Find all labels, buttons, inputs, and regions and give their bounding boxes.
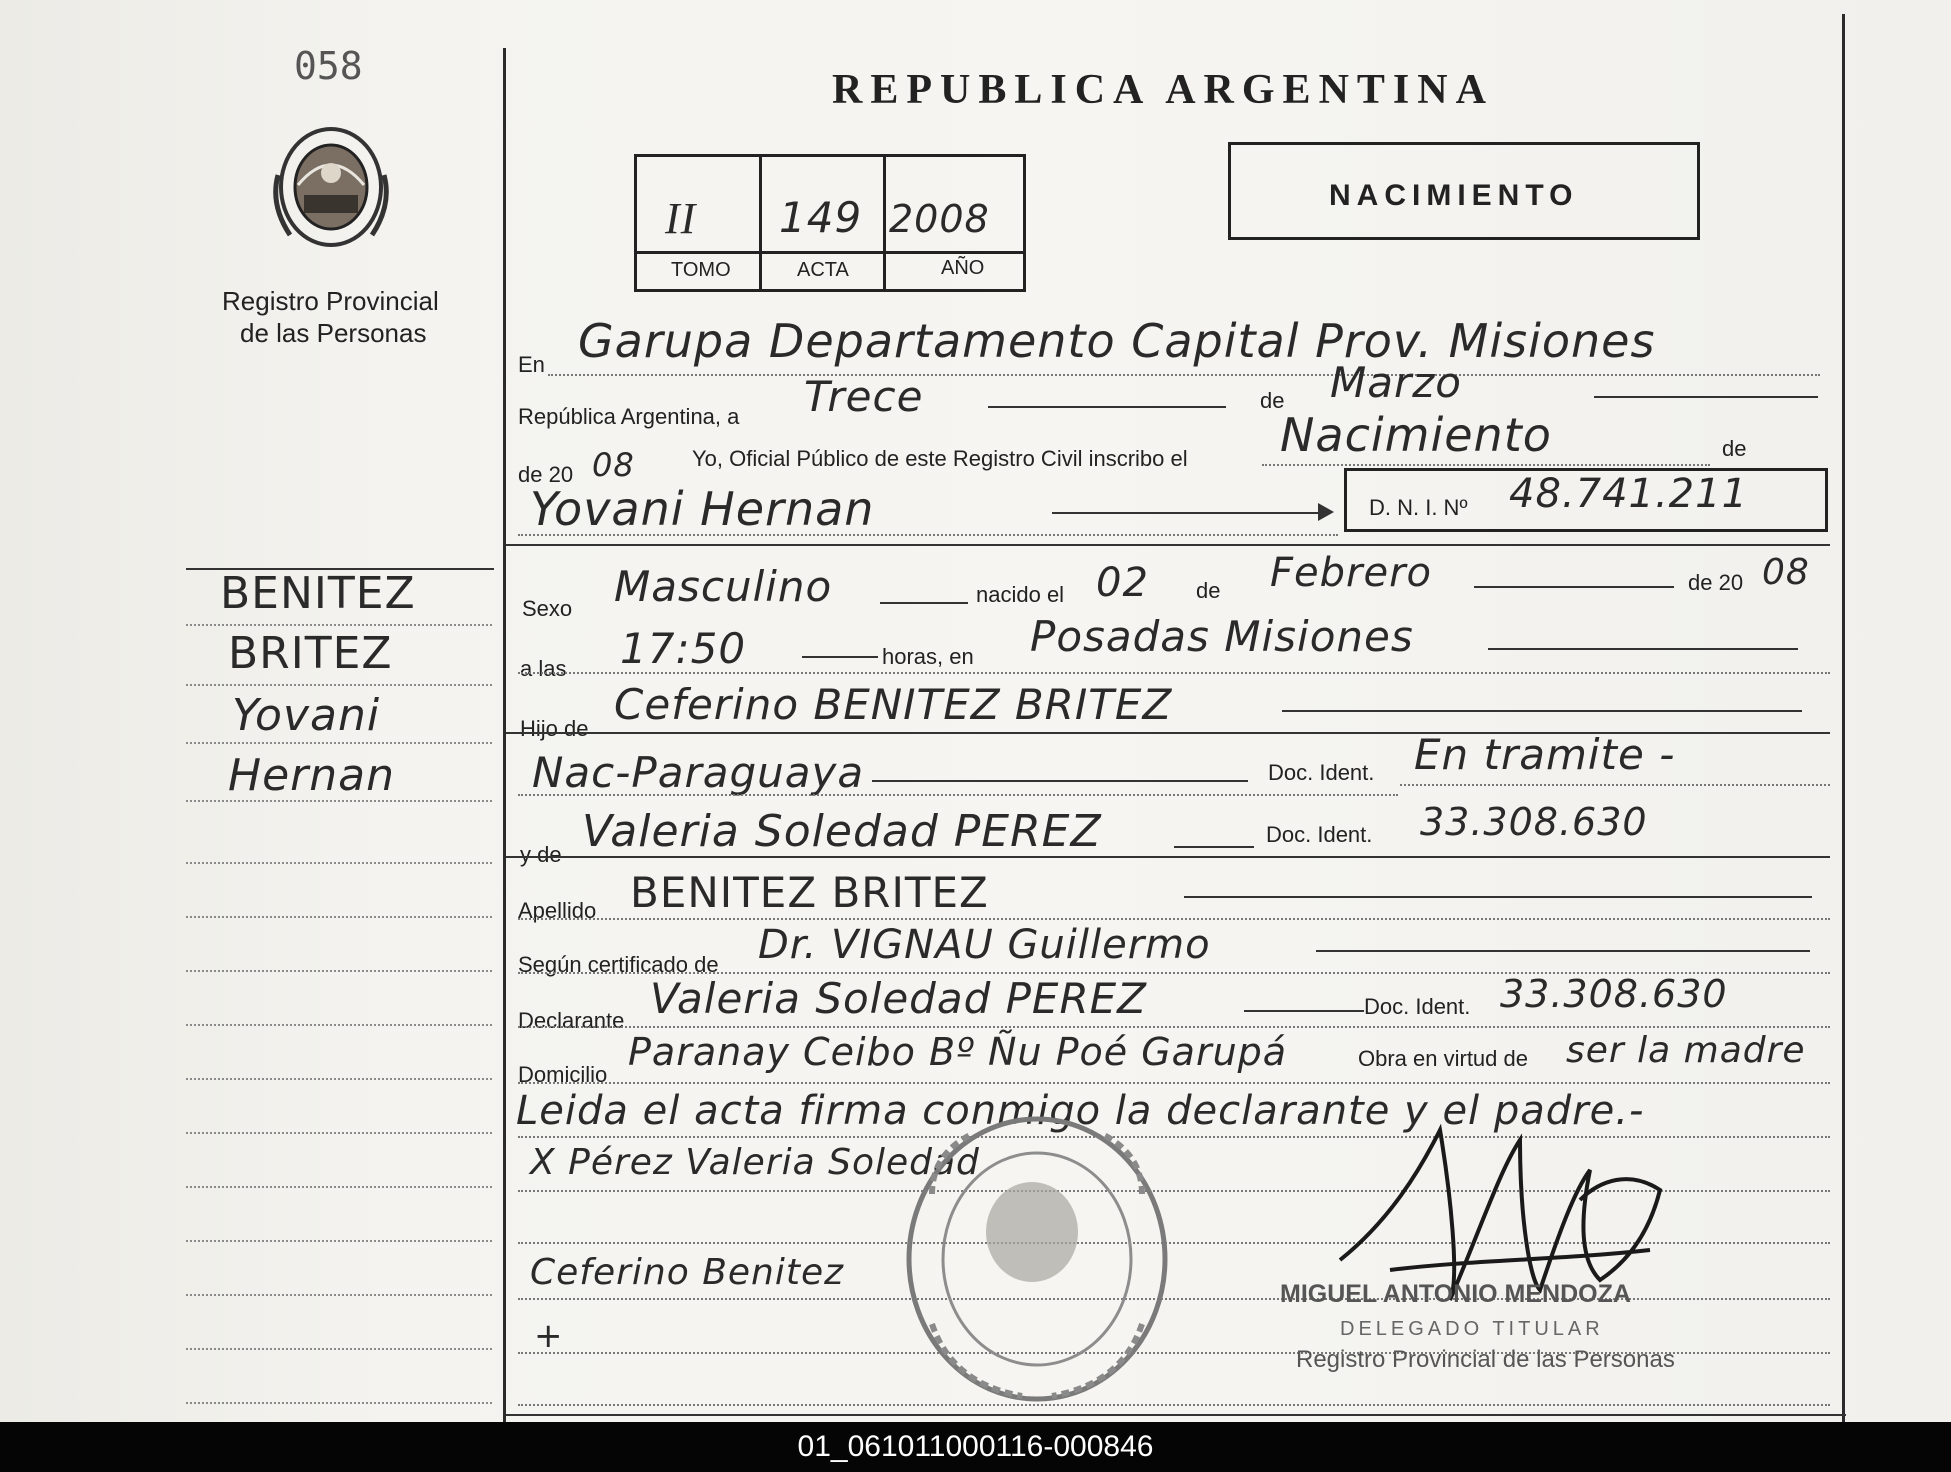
page-number: 058 xyxy=(294,44,363,88)
dni-box xyxy=(1344,468,1828,532)
issuer-name-line1: Registro Provincial xyxy=(222,286,439,316)
father-line xyxy=(1282,710,1802,712)
domicilio-value: Paranay Ceibo Bº Ñu Poé Garupá xyxy=(628,1030,1288,1074)
place-value: Posadas Misiones xyxy=(1030,612,1414,661)
mother-doc-value: 33.308.630 xyxy=(1420,800,1648,844)
margin-name-2: BRITEZ xyxy=(228,628,393,679)
father-signature: Ceferino Benitez xyxy=(530,1252,845,1293)
day-line xyxy=(988,406,1226,408)
margin-rule xyxy=(186,1402,492,1404)
record-type-box xyxy=(1228,142,1700,240)
father-nat-line xyxy=(872,780,1248,782)
record-number-box xyxy=(634,154,1026,292)
apellido-label: Apellido xyxy=(518,898,597,923)
doc-ident-label-3: Doc. Ident. xyxy=(1364,994,1471,1019)
margin-name-4: Hernan xyxy=(228,750,395,801)
birth-month-line xyxy=(1474,586,1674,588)
en-line xyxy=(548,374,1820,376)
mother-signature: X Pérez Valeria Soledad xyxy=(530,1142,980,1183)
father-nat-value: Nac-Paraguaya xyxy=(532,748,865,797)
margin-rule xyxy=(186,970,492,972)
margin-rule xyxy=(186,1078,492,1080)
certificado-value: Dr. VIGNAU Guillermo xyxy=(758,922,1211,968)
en-label: En xyxy=(518,352,545,377)
obra-label: Obra en virtud de xyxy=(1358,1046,1528,1071)
apellido-dots xyxy=(518,918,1830,920)
sexo-label: Sexo xyxy=(522,596,573,621)
sexo-value: Masculino xyxy=(614,562,833,611)
birth-year-value: 08 xyxy=(1762,552,1810,593)
official-stamp-icon xyxy=(892,1104,1182,1414)
declarante-value: Valeria Soledad PEREZ xyxy=(650,974,1147,1023)
apellido-value: BENITEZ BRITEZ xyxy=(630,868,989,917)
certificado-label: Según certificado de xyxy=(518,952,719,977)
birth-year-label: de 20 xyxy=(1688,570,1744,595)
anio-value: 2008 xyxy=(889,197,990,241)
image-id-footer: 01_061011000116-000846 xyxy=(0,1422,1951,1472)
province-seal-icon xyxy=(268,115,394,255)
anio-label: AÑO xyxy=(941,257,985,279)
birth-month-value: Febrero xyxy=(1270,550,1432,596)
oficial-text: Yo, Oficial Público de este Registro Civil inscribo el xyxy=(692,446,1188,471)
country-title: REPUBLICA ARGENTINA xyxy=(832,67,1494,113)
nat-dots xyxy=(518,794,1398,796)
official-name: MIGUEL ANTONIO MENDOZA xyxy=(1280,1280,1631,1308)
father-doc-value: En tramite - xyxy=(1414,730,1676,779)
left-column-divider xyxy=(503,48,506,1422)
a-las-label: a las xyxy=(520,656,567,681)
year-value: 08 xyxy=(592,446,635,484)
nacido-label: nacido el xyxy=(976,582,1065,607)
arrow-icon xyxy=(1318,503,1334,521)
dni-label: D. N. I. Nº xyxy=(1369,495,1468,520)
note-line: Leida el acta firma conmigo la declarante y el padre.- xyxy=(516,1088,1645,1134)
margin-rule xyxy=(186,1240,492,1242)
doc-ident-label-2: Doc. Ident. xyxy=(1266,822,1373,847)
margin-name-3: Yovani xyxy=(232,690,381,741)
a-las-line xyxy=(518,672,1830,674)
domicilio-dots xyxy=(518,1082,1830,1084)
section-rule xyxy=(506,544,1830,546)
margin-rule xyxy=(186,1132,492,1134)
de-label-3: de xyxy=(1196,578,1221,603)
right-page-edge xyxy=(1842,14,1845,1422)
issuer-name-line2: de las Personas xyxy=(240,318,427,348)
time-value: 17:50 xyxy=(620,624,747,673)
time-line xyxy=(802,656,878,658)
margin-rule xyxy=(186,624,492,626)
margin-rule xyxy=(186,862,492,864)
de-label-2: de xyxy=(1722,436,1747,461)
father-value: Ceferino BENITEZ BRITEZ xyxy=(614,680,1173,729)
declarante-doc-value: 33.308.630 xyxy=(1500,972,1728,1016)
child-name-line xyxy=(518,534,1338,536)
mother-value: Valeria Soledad PEREZ xyxy=(582,806,1102,857)
doc-ident-label-1: Doc. Ident. xyxy=(1268,760,1375,785)
mother-rule xyxy=(506,856,1830,858)
tomo-value: II xyxy=(665,194,697,243)
republica-label: República Argentina, a xyxy=(518,404,740,429)
inscribe-line xyxy=(1262,464,1710,466)
domicilio-label: Domicilio xyxy=(518,1062,608,1087)
margin-rule xyxy=(186,742,492,744)
margin-rule xyxy=(186,1024,492,1026)
y-de-label: y de xyxy=(520,842,562,867)
margin-rule xyxy=(186,1186,492,1188)
official-office: Registro Provincial de las Personas xyxy=(1296,1346,1675,1373)
tomo-label: TOMO xyxy=(671,259,731,281)
margin-rule xyxy=(186,1294,492,1296)
birth-day-value: 02 xyxy=(1096,560,1149,606)
child-name-arrow-line xyxy=(1052,512,1322,514)
month-line xyxy=(1594,396,1818,398)
obra-value: ser la madre xyxy=(1566,1030,1806,1071)
declarante-dots xyxy=(518,1026,1830,1028)
inscribe-value: Nacimiento xyxy=(1280,408,1552,462)
en-value: Garupa Departamento Capital Prov. Misiones xyxy=(578,314,1656,368)
record-type: NACIMIENTO xyxy=(1329,179,1579,212)
margin-name-1: BENITEZ xyxy=(220,568,416,619)
day-value: Trece xyxy=(804,372,924,421)
margin-rule xyxy=(186,684,492,686)
year-prefix-label: de 20 xyxy=(518,462,574,487)
place-line xyxy=(1488,648,1798,650)
father-mark: + xyxy=(534,1316,564,1356)
bottom-rule xyxy=(506,1414,1846,1416)
acta-label: ACTA xyxy=(797,259,849,281)
father-doc-line xyxy=(1400,784,1830,786)
declarante-label: Declarante xyxy=(518,1008,625,1033)
dni-value: 48.741.211 xyxy=(1509,471,1749,517)
declarante-line xyxy=(1244,1010,1364,1012)
certificado-line xyxy=(1316,950,1810,952)
month-value: Marzo xyxy=(1330,358,1462,407)
hijo-label: Hijo de xyxy=(520,716,589,741)
margin-rule xyxy=(186,916,492,918)
margin-rule xyxy=(186,800,492,802)
margin-rule xyxy=(186,1348,492,1350)
apellido-line xyxy=(1184,896,1812,898)
mother-line xyxy=(1174,846,1254,848)
horas-label: horas, en xyxy=(882,644,974,669)
official-title: DELEGADO TITULAR xyxy=(1340,1318,1604,1340)
child-name-value: Yovani Hernan xyxy=(530,482,875,536)
acta-value: 149 xyxy=(779,193,863,242)
de-label: de xyxy=(1260,388,1285,413)
sexo-line xyxy=(880,602,968,604)
